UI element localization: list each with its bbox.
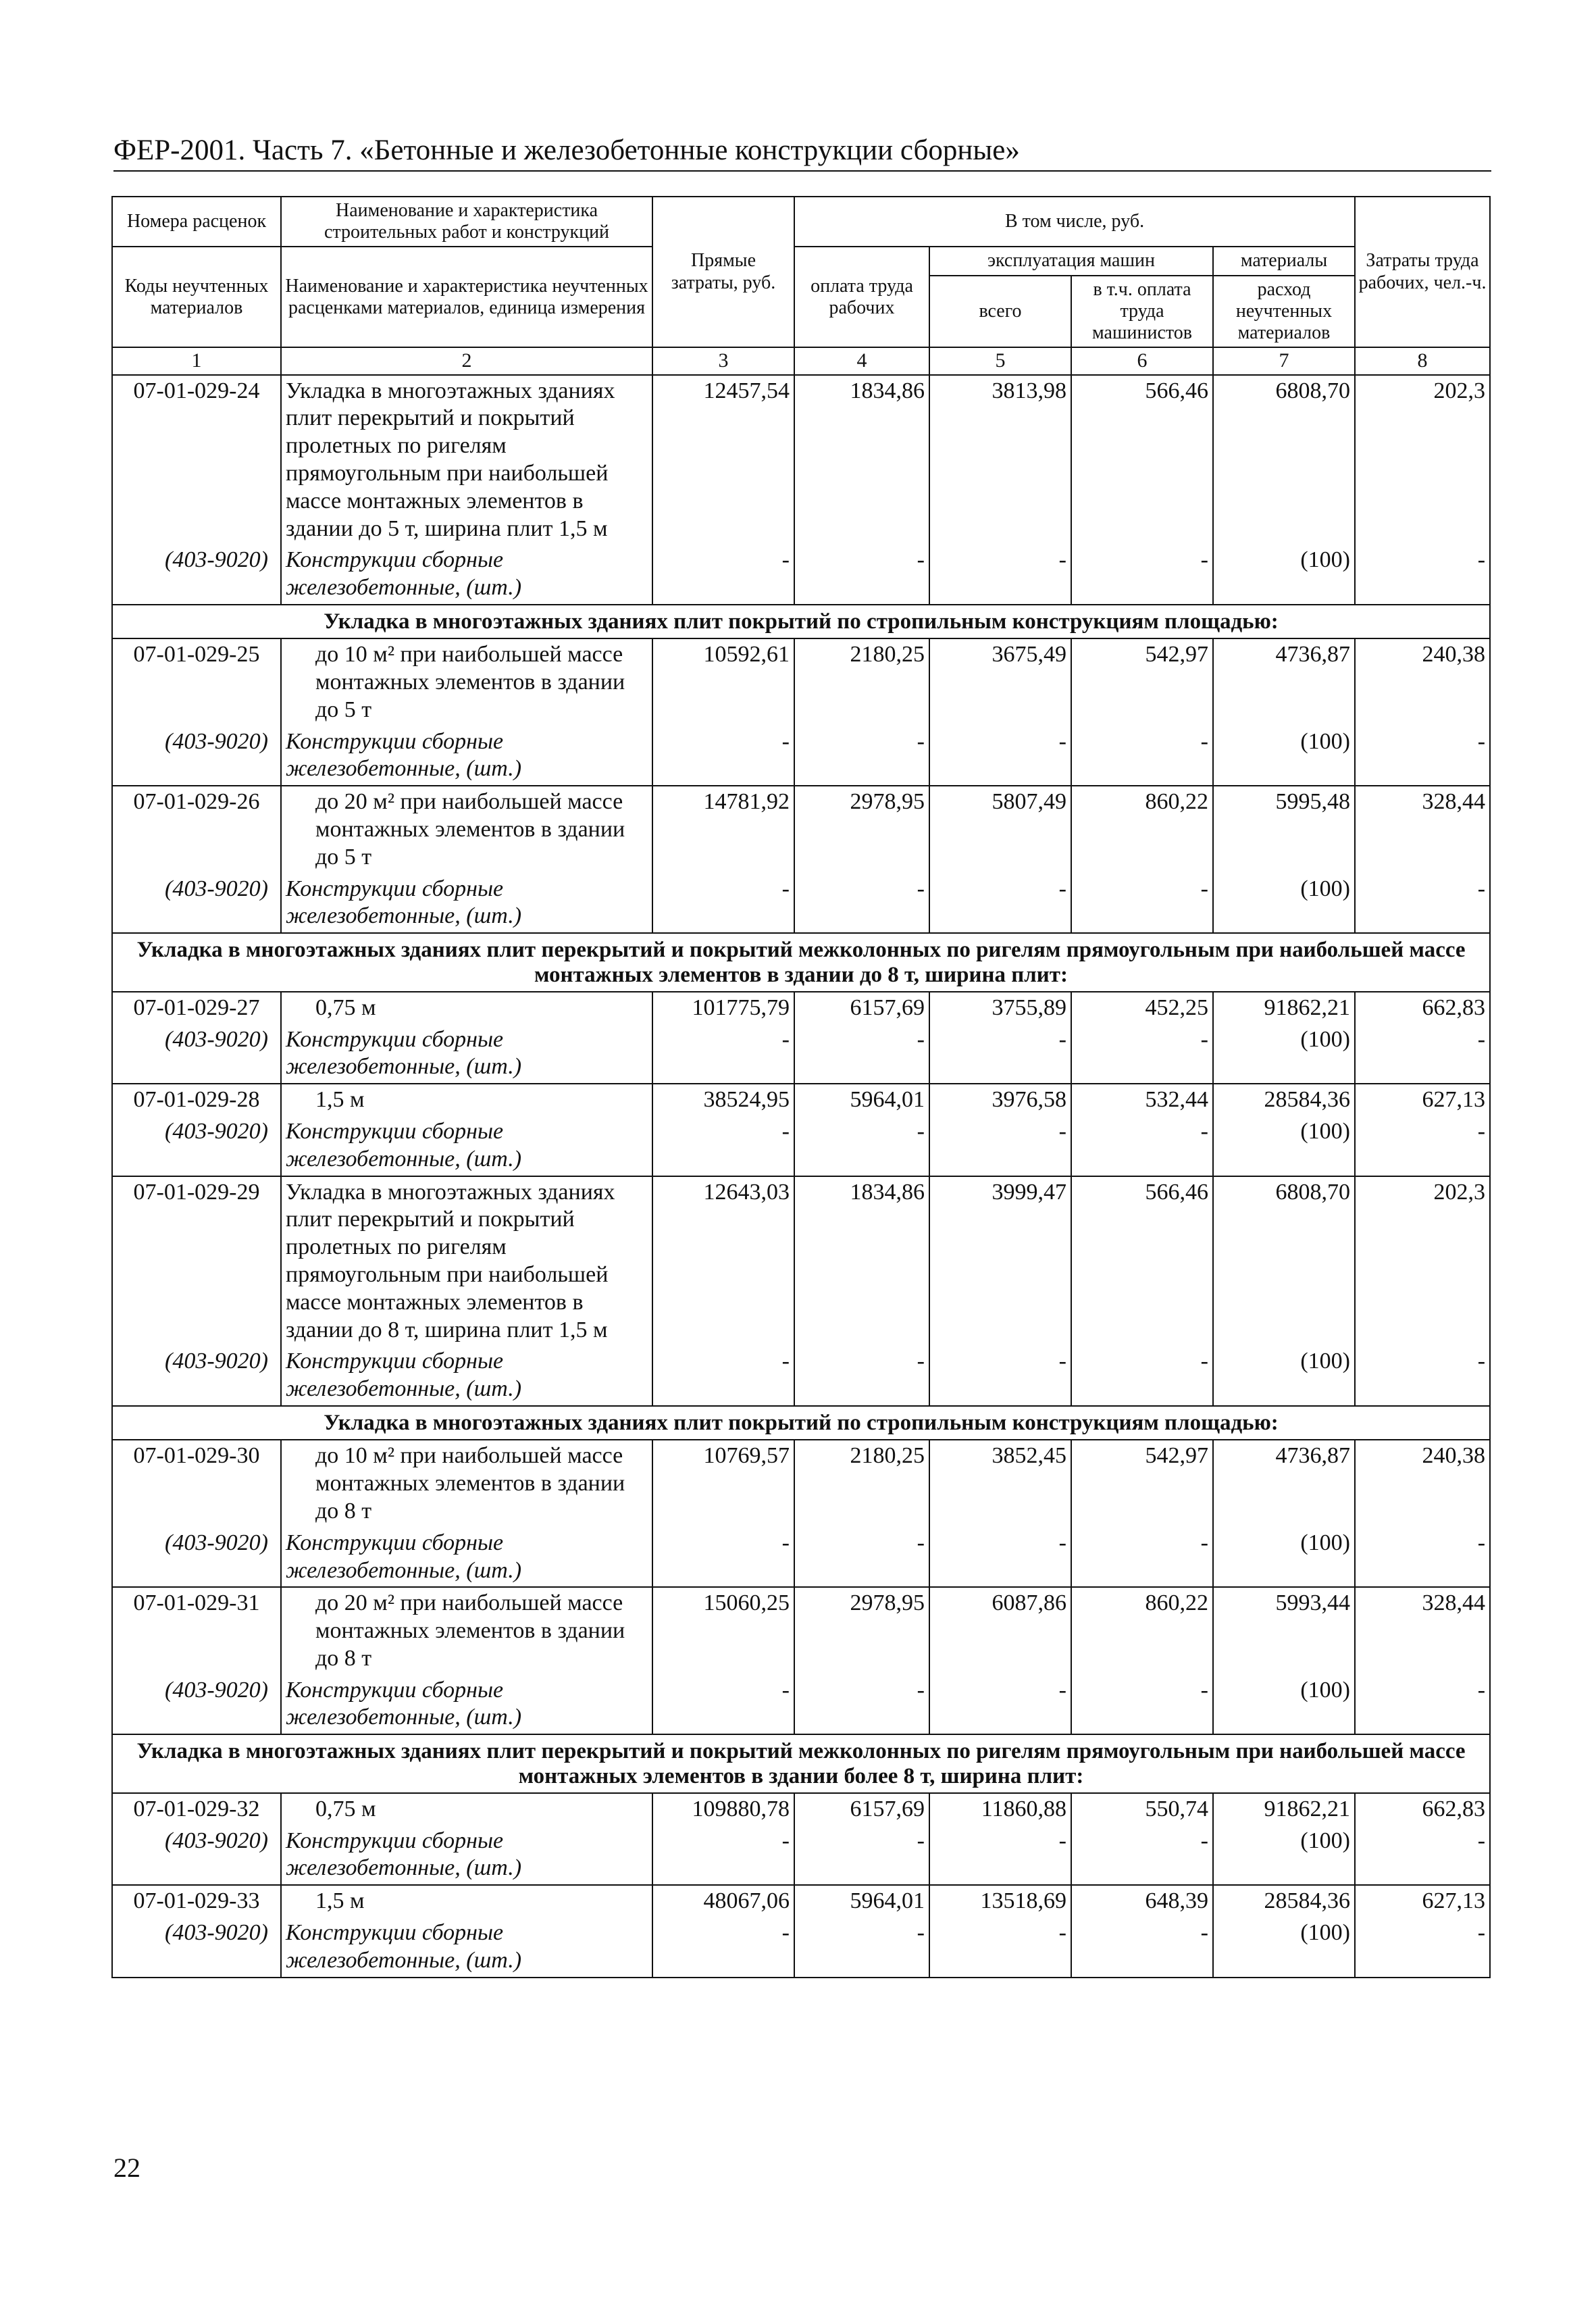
- header-labor-costs: Затраты труда рабочих, чел.-ч.: [1355, 197, 1490, 347]
- machinist-pay-value: 648,39: [1071, 1885, 1213, 1917]
- material-value: -: [794, 1346, 929, 1406]
- material-code: (403-9020): [112, 545, 281, 605]
- rate-row: [112, 786, 1490, 873]
- material-value: -: [652, 1917, 794, 1978]
- materials-cost-value: 6808,70: [1213, 375, 1355, 545]
- material-value: -: [794, 726, 929, 786]
- material-value: -: [794, 545, 929, 605]
- rate-code: 07-01-029-28: [112, 1084, 281, 1116]
- material-description: Конструкции сборные железобетонные, (шт.): [281, 545, 652, 605]
- machinist-pay-value: 542,97: [1071, 638, 1213, 726]
- direct-costs-value: 101775,79: [652, 992, 794, 1024]
- machinist-pay-value: 452,25: [1071, 992, 1213, 1024]
- rate-code: 07-01-029-30: [112, 1440, 281, 1527]
- material-description: Конструкции сборные железобетонные, (шт.): [281, 1675, 652, 1735]
- labor-costs-value: 662,83: [1355, 1793, 1490, 1826]
- material-value: -: [652, 1116, 794, 1176]
- header-machines-total: всего: [929, 276, 1071, 348]
- materials-cost-value: 28584,36: [1213, 1885, 1355, 1917]
- rate-description: Укладка в многоэтажных зданиях плит перекрытий и покрытий пролетных по ригелям прямоугольным при наибольшей массе монтажных элементов в здании до 8 т, ширина плит 1,5 м: [281, 1176, 652, 1347]
- material-value: -: [1355, 1346, 1490, 1406]
- worker-pay-value: 5964,01: [794, 1885, 929, 1917]
- rate-description: 1,5 м: [281, 1084, 652, 1116]
- material-value: -: [1071, 874, 1213, 934]
- direct-costs-value: 109880,78: [652, 1793, 794, 1826]
- material-value: (100): [1213, 726, 1355, 786]
- column-numbers-row: [112, 347, 1490, 375]
- worker-pay-value: 2978,95: [794, 786, 929, 873]
- direct-costs-value: 12643,03: [652, 1176, 794, 1347]
- material-value: -: [794, 1826, 929, 1886]
- machines-total-value: 11860,88: [929, 1793, 1071, 1826]
- labor-costs-value: 240,38: [1355, 638, 1490, 726]
- section-heading: Укладка в многоэтажных зданиях плит покрытий по стропильным конструкциям площадью:: [112, 1406, 1490, 1440]
- material-description: Конструкции сборные железобетонные, (шт.): [281, 1528, 652, 1588]
- labor-costs-value: 328,44: [1355, 786, 1490, 873]
- materials-cost-value: 4736,87: [1213, 638, 1355, 726]
- labor-costs-value: 627,13: [1355, 1084, 1490, 1116]
- material-description: Конструкции сборные железобетонные, (шт.): [281, 726, 652, 786]
- materials-cost-value: 91862,21: [1213, 992, 1355, 1024]
- rate-row: [112, 1793, 1490, 1826]
- material-description: Конструкции сборные железобетонные, (шт.): [281, 1826, 652, 1886]
- material-row: [112, 1675, 1490, 1735]
- direct-costs-value: 14781,92: [652, 786, 794, 873]
- rate-row: [112, 375, 1490, 545]
- rate-row: [112, 1176, 1490, 1347]
- worker-pay-value: 6157,69: [794, 1793, 929, 1826]
- material-description: Конструкции сборные железобетонные, (шт.): [281, 1116, 652, 1176]
- machines-total-value: 6087,86: [929, 1587, 1071, 1674]
- material-value: (100): [1213, 874, 1355, 934]
- machines-total-value: 13518,69: [929, 1885, 1071, 1917]
- material-value: -: [929, 1917, 1071, 1978]
- material-value: -: [652, 726, 794, 786]
- material-value: (100): [1213, 1917, 1355, 1978]
- material-value: -: [652, 1675, 794, 1735]
- rate-row: [112, 1440, 1490, 1527]
- material-value: -: [1071, 1346, 1213, 1406]
- worker-pay-value: 1834,86: [794, 375, 929, 545]
- machines-total-value: 3852,45: [929, 1440, 1071, 1527]
- labor-costs-value: 627,13: [1355, 1885, 1490, 1917]
- material-value: -: [794, 1917, 929, 1978]
- materials-cost-value: 4736,87: [1213, 1440, 1355, 1527]
- materials-cost-value: 5993,44: [1213, 1587, 1355, 1674]
- material-value: -: [1355, 1024, 1490, 1084]
- labor-costs-value: 328,44: [1355, 1587, 1490, 1674]
- table-body: [112, 375, 1490, 1978]
- worker-pay-value: 5964,01: [794, 1084, 929, 1116]
- material-description: Конструкции сборные железобетонные, (шт.): [281, 1024, 652, 1084]
- material-value: -: [652, 1346, 794, 1406]
- material-value: -: [1071, 726, 1213, 786]
- material-value: -: [1355, 1917, 1490, 1978]
- material-value: -: [1355, 1528, 1490, 1588]
- column-number: 4: [794, 347, 929, 375]
- labor-costs-value: 202,3: [1355, 375, 1490, 545]
- material-value: -: [794, 1528, 929, 1588]
- section-heading: Укладка в многоэтажных зданиях плит перекрытий и покрытий межколонных по ригелям прямоугольным при наибольшей массе монтажных элементов в здании до 8 т, ширина плит:: [112, 933, 1490, 992]
- material-value: -: [1355, 874, 1490, 934]
- material-description: Конструкции сборные железобетонные, (шт.): [281, 1917, 652, 1978]
- section-heading: Укладка в многоэтажных зданиях плит покрытий по стропильным конструкциям площадью:: [112, 605, 1490, 638]
- material-value: -: [652, 874, 794, 934]
- material-value: -: [1071, 1917, 1213, 1978]
- rate-description: Укладка в многоэтажных зданиях плит перекрытий и покрытий пролетных по ригелям прямоугольным при наибольшей массе монтажных элементов в здании до 5 т, ширина плит 1,5 м: [281, 375, 652, 545]
- material-code: (403-9020): [112, 874, 281, 934]
- material-value: -: [1071, 1116, 1213, 1176]
- material-row: [112, 1826, 1490, 1886]
- material-value: -: [929, 1826, 1071, 1886]
- rate-description: до 10 м² при наибольшей массе монтажных элементов в здании до 5 т: [281, 638, 652, 726]
- rate-row: [112, 1885, 1490, 1917]
- column-number: 1: [112, 347, 281, 375]
- material-value: -: [794, 1675, 929, 1735]
- material-value: -: [1355, 545, 1490, 605]
- direct-costs-value: 10592,61: [652, 638, 794, 726]
- column-number: 5: [929, 347, 1071, 375]
- header-worker-pay: оплата труда рабочих: [794, 247, 929, 347]
- header-machinist-pay: в т.ч. оплата труда машинистов: [1071, 276, 1213, 348]
- machinist-pay-value: 566,46: [1071, 1176, 1213, 1347]
- material-value: -: [652, 1528, 794, 1588]
- material-row: [112, 874, 1490, 934]
- column-number: 6: [1071, 347, 1213, 375]
- materials-cost-value: 5995,48: [1213, 786, 1355, 873]
- material-value: -: [929, 874, 1071, 934]
- material-value: -: [1355, 1116, 1490, 1176]
- material-code: (403-9020): [112, 1675, 281, 1735]
- materials-cost-value: 91862,21: [1213, 1793, 1355, 1826]
- worker-pay-value: 2180,25: [794, 638, 929, 726]
- material-value: (100): [1213, 1528, 1355, 1588]
- header-direct-costs: Прямые затраты, руб.: [652, 197, 794, 347]
- direct-costs-value: 15060,25: [652, 1587, 794, 1674]
- rate-code: 07-01-029-33: [112, 1885, 281, 1917]
- column-number: 8: [1355, 347, 1490, 375]
- machinist-pay-value: 532,44: [1071, 1084, 1213, 1116]
- section-heading-row: [112, 1734, 1490, 1793]
- material-description: Конструкции сборные железобетонные, (шт.): [281, 1346, 652, 1406]
- machinist-pay-value: 860,22: [1071, 786, 1213, 873]
- material-value: -: [1071, 1826, 1213, 1886]
- column-number: 7: [1213, 347, 1355, 375]
- material-value: -: [929, 1116, 1071, 1176]
- rate-description: до 20 м² при наибольшей массе монтажных элементов в здании до 5 т: [281, 786, 652, 873]
- material-row: [112, 1116, 1490, 1176]
- material-code: (403-9020): [112, 1024, 281, 1084]
- page-number: 22: [113, 2153, 140, 2183]
- material-row: [112, 1346, 1490, 1406]
- material-row: [112, 726, 1490, 786]
- material-value: -: [929, 1675, 1071, 1735]
- labor-costs-value: 202,3: [1355, 1176, 1490, 1347]
- rates-table: [111, 196, 1491, 1978]
- material-description: Конструкции сборные железобетонные, (шт.): [281, 874, 652, 934]
- material-value: -: [1355, 1675, 1490, 1735]
- material-code: (403-9020): [112, 726, 281, 786]
- material-value: (100): [1213, 1116, 1355, 1176]
- material-row: [112, 1528, 1490, 1588]
- material-value: -: [652, 1826, 794, 1886]
- material-value: -: [929, 545, 1071, 605]
- material-value: -: [652, 545, 794, 605]
- machines-total-value: 5807,49: [929, 786, 1071, 873]
- machines-total-value: 3675,49: [929, 638, 1071, 726]
- header-including: В том числе, руб.: [794, 197, 1355, 247]
- rate-description: 1,5 м: [281, 1885, 652, 1917]
- rate-code: 07-01-029-24: [112, 375, 281, 545]
- labor-costs-value: 662,83: [1355, 992, 1490, 1024]
- machines-total-value: 3755,89: [929, 992, 1071, 1024]
- machines-total-value: 3999,47: [929, 1176, 1071, 1347]
- material-value: -: [794, 874, 929, 934]
- rate-description: до 10 м² при наибольшей массе монтажных элементов в здании до 8 т: [281, 1440, 652, 1527]
- direct-costs-value: 12457,54: [652, 375, 794, 545]
- header-rate-numbers: Номера расценок: [112, 197, 281, 247]
- labor-costs-value: 240,38: [1355, 1440, 1490, 1527]
- material-code: (403-9020): [112, 1528, 281, 1588]
- header-material-codes: Коды неучтенных материалов: [112, 247, 281, 347]
- material-value: -: [1355, 1826, 1490, 1886]
- material-value: -: [1071, 1528, 1213, 1588]
- rate-row: [112, 992, 1490, 1024]
- material-value: -: [929, 1528, 1071, 1588]
- section-heading: Укладка в многоэтажных зданиях плит перекрытий и покрытий межколонных по ригелям прямоугольным при наибольшей массе монтажных элементов в здании более 8 т, ширина плит:: [112, 1734, 1490, 1793]
- direct-costs-value: 48067,06: [652, 1885, 794, 1917]
- column-number: 2: [281, 347, 652, 375]
- rate-row: [112, 1587, 1490, 1674]
- machinist-pay-value: 550,74: [1071, 1793, 1213, 1826]
- rate-description: 0,75 м: [281, 992, 652, 1024]
- material-value: (100): [1213, 545, 1355, 605]
- material-code: (403-9020): [112, 1917, 281, 1978]
- material-value: -: [652, 1024, 794, 1084]
- machinist-pay-value: 860,22: [1071, 1587, 1213, 1674]
- material-value: (100): [1213, 1024, 1355, 1084]
- column-number: 3: [652, 347, 794, 375]
- material-row: [112, 545, 1490, 605]
- page-title: ФЕР-2001. Часть 7. «Бетонные и железобетонные конструкции сборные»: [113, 134, 1020, 166]
- rate-code: 07-01-029-29: [112, 1176, 281, 1347]
- header-machine-operation: эксплуатация машин: [929, 247, 1213, 275]
- material-code: (403-9020): [112, 1826, 281, 1886]
- machines-total-value: 3976,58: [929, 1084, 1071, 1116]
- section-heading-row: [112, 605, 1490, 638]
- rate-description: до 20 м² при наибольшей массе монтажных элементов в здании до 8 т: [281, 1587, 652, 1674]
- material-value: -: [794, 1024, 929, 1084]
- section-heading-row: [112, 933, 1490, 992]
- header-unaccounted-materials: расход неучтенных материалов: [1213, 276, 1355, 348]
- machines-total-value: 3813,98: [929, 375, 1071, 545]
- material-value: (100): [1213, 1826, 1355, 1886]
- rate-code: 07-01-029-31: [112, 1587, 281, 1674]
- material-value: (100): [1213, 1346, 1355, 1406]
- rate-code: 07-01-029-32: [112, 1793, 281, 1826]
- material-code: (403-9020): [112, 1116, 281, 1176]
- worker-pay-value: 1834,86: [794, 1176, 929, 1347]
- rate-code: 07-01-029-26: [112, 786, 281, 873]
- material-value: -: [1355, 726, 1490, 786]
- material-value: -: [1071, 1024, 1213, 1084]
- header-work-name: Наименование и характеристика строительных работ и конструкций: [281, 197, 652, 247]
- rate-row: [112, 638, 1490, 726]
- rate-description: 0,75 м: [281, 1793, 652, 1826]
- worker-pay-value: 6157,69: [794, 992, 929, 1024]
- material-value: -: [1071, 545, 1213, 605]
- material-row: [112, 1024, 1490, 1084]
- rate-row: [112, 1084, 1490, 1116]
- worker-pay-value: 2978,95: [794, 1587, 929, 1674]
- rate-code: 07-01-029-25: [112, 638, 281, 726]
- worker-pay-value: 2180,25: [794, 1440, 929, 1527]
- material-value: -: [794, 1116, 929, 1176]
- direct-costs-value: 10769,57: [652, 1440, 794, 1527]
- machinist-pay-value: 566,46: [1071, 375, 1213, 545]
- material-value: -: [1071, 1675, 1213, 1735]
- section-heading-row: [112, 1406, 1490, 1440]
- rate-code: 07-01-029-27: [112, 992, 281, 1024]
- header-material-name: Наименование и характеристика неучтенных расценками материалов, единица измерения: [281, 247, 652, 347]
- material-value: -: [929, 726, 1071, 786]
- direct-costs-value: 38524,95: [652, 1084, 794, 1116]
- machinist-pay-value: 542,97: [1071, 1440, 1213, 1527]
- title-rule: [113, 170, 1491, 172]
- material-value: -: [929, 1024, 1071, 1084]
- material-row: [112, 1917, 1490, 1978]
- material-value: -: [929, 1346, 1071, 1406]
- materials-cost-value: 6808,70: [1213, 1176, 1355, 1347]
- materials-cost-value: 28584,36: [1213, 1084, 1355, 1116]
- material-value: (100): [1213, 1675, 1355, 1735]
- material-code: (403-9020): [112, 1346, 281, 1406]
- header-materials: материалы: [1213, 247, 1355, 275]
